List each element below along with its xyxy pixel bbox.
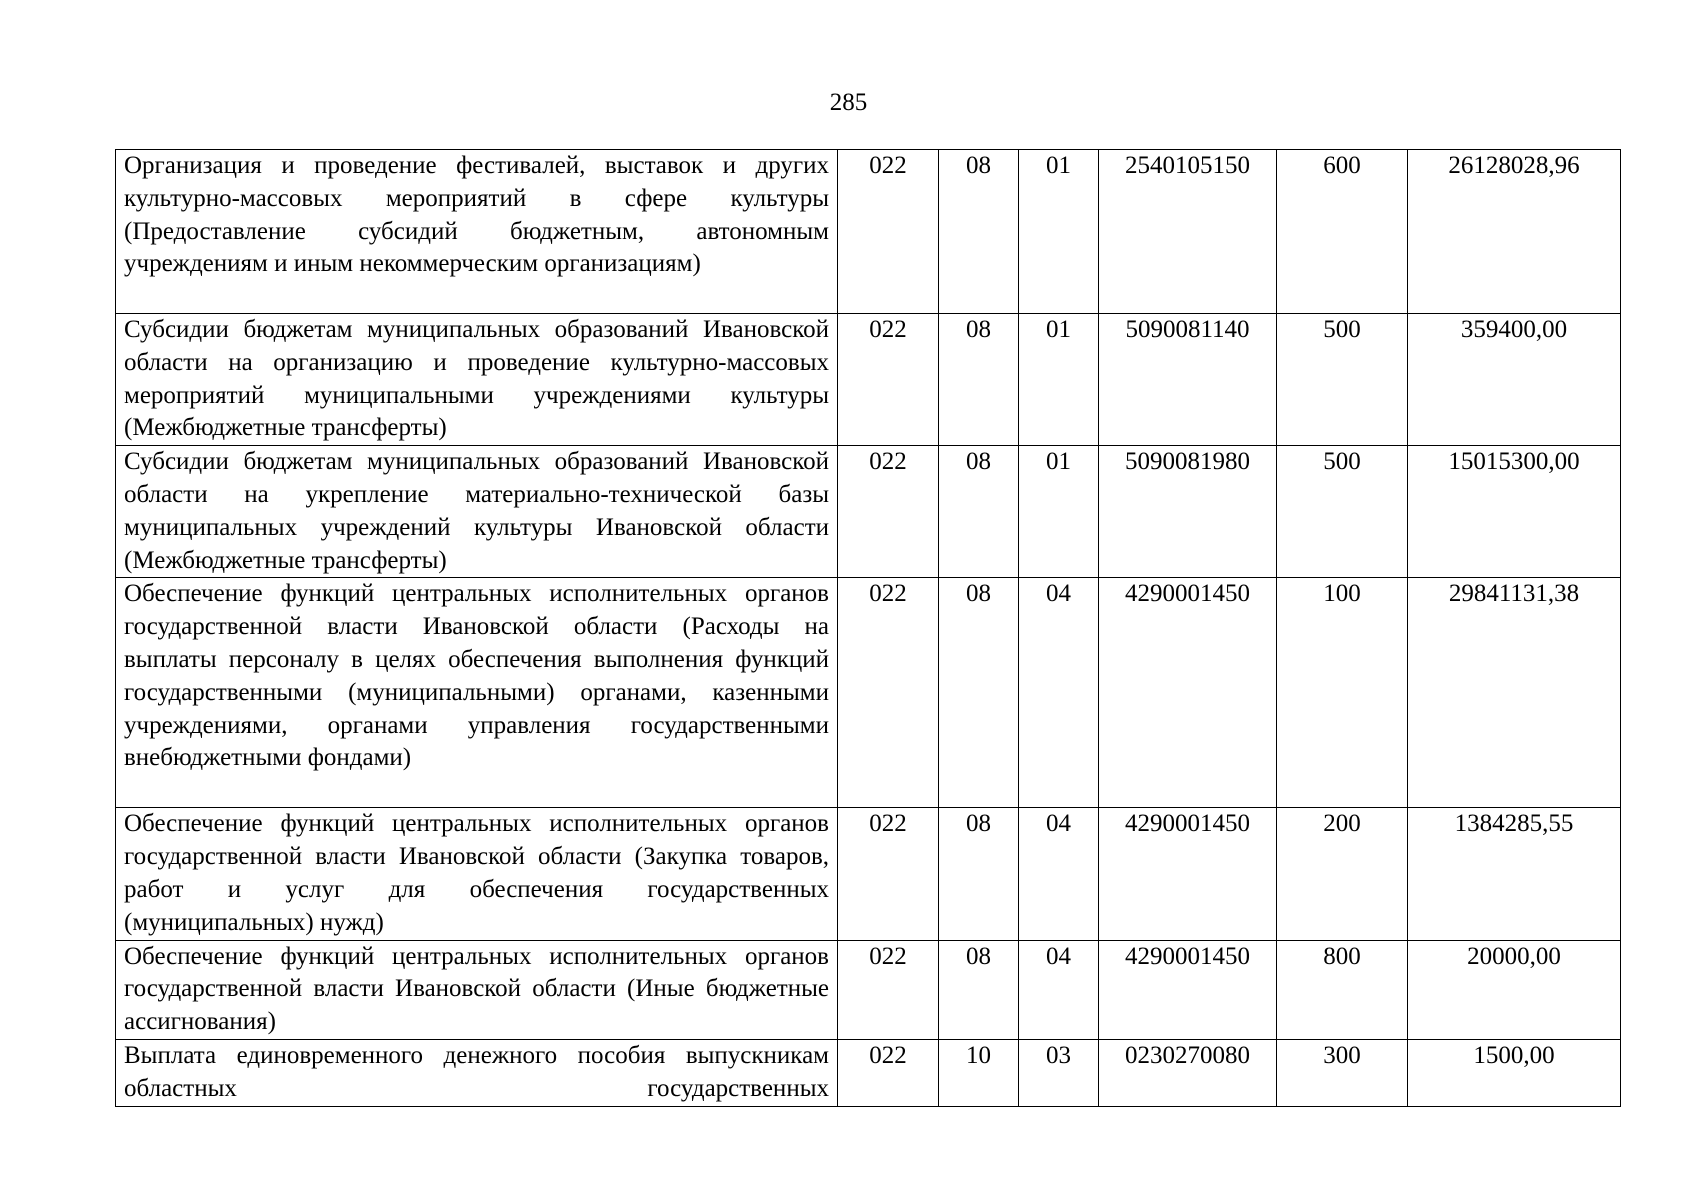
expense-type-code: 800 [1277,940,1408,1039]
subsection-code: 04 [1019,808,1099,940]
table-row [116,446,1621,578]
amount: 1500,00 [1408,1039,1621,1106]
ministry-code: 022 [838,940,939,1039]
row-description: Субсидии бюджетам муниципальных образований Ивановской области на укрепление материально-технической базы муниципальных учреждений культуры Ивановской области (Межбюджетные трансферты) [116,446,838,578]
section-code: 08 [939,446,1019,578]
section-code: 08 [939,314,1019,446]
target-article-code: 2540105150 [1099,150,1277,314]
subsection-code: 04 [1019,578,1099,808]
target-article-code: 4290001450 [1099,940,1277,1039]
target-article-code: 4290001450 [1099,808,1277,940]
row-description: Обеспечение функций центральных исполнительных органов государственной власти Ивановской области (Закупка товаров, работ и услуг для обеспечения государственных (муниципальных) нужд) [116,808,838,940]
expense-type-code: 500 [1277,446,1408,578]
page-number: 285 [829,89,868,116]
ministry-code: 022 [838,1039,939,1106]
target-article-code: 0230270080 [1099,1039,1277,1106]
amount: 26128028,96 [1408,150,1621,314]
row-description: Обеспечение функций центральных исполнительных органов государственной власти Ивановской области (Расходы на выплаты персоналу в целях обеспечения выполнения функций государственными (муниципальными) органами, казенными учреждениями, органами управления государственными внебюджетными фондами) [116,578,838,808]
section-code: 10 [939,1039,1019,1106]
row-description: Субсидии бюджетам муниципальных образований Ивановской области на организацию и проведение культурно-массовых мероприятий муниципальными учреждениями культуры (Межбюджетные трансферты) [116,314,838,446]
ministry-code: 022 [838,314,939,446]
section-code: 08 [939,150,1019,314]
subsection-code: 01 [1019,150,1099,314]
expense-type-code: 200 [1277,808,1408,940]
amount: 359400,00 [1408,314,1621,446]
expense-type-code: 100 [1277,578,1408,808]
table-row [116,808,1621,940]
amount: 20000,00 [1408,940,1621,1039]
expense-type-code: 600 [1277,150,1408,314]
table-row [116,940,1621,1039]
table-row [116,314,1621,446]
row-description: Организация и проведение фестивалей, выставок и других культурно-массовых мероприятий в сфере культуры (Предоставление субсидий бюджетным, автономным учреждениям и иным некоммерческим организациям) [116,150,838,314]
target-article-code: 5090081140 [1099,314,1277,446]
ministry-code: 022 [838,446,939,578]
table-row [116,1039,1621,1106]
amount: 1384285,55 [1408,808,1621,940]
target-article-code: 5090081980 [1099,446,1277,578]
section-code: 08 [939,940,1019,1039]
amount: 29841131,38 [1408,578,1621,808]
budget-table [115,149,1621,1107]
table-row [116,578,1621,808]
subsection-code: 03 [1019,1039,1099,1106]
subsection-code: 04 [1019,940,1099,1039]
subsection-code: 01 [1019,446,1099,578]
amount: 15015300,00 [1408,446,1621,578]
expense-type-code: 500 [1277,314,1408,446]
section-code: 08 [939,578,1019,808]
table-row [116,150,1621,314]
ministry-code: 022 [838,150,939,314]
expense-type-code: 300 [1277,1039,1408,1106]
ministry-code: 022 [838,808,939,940]
ministry-code: 022 [838,578,939,808]
section-code: 08 [939,808,1019,940]
row-description: Выплата единовременного денежного пособия выпускникам областных государственных [116,1039,838,1106]
target-article-code: 4290001450 [1099,578,1277,808]
subsection-code: 01 [1019,314,1099,446]
row-description: Обеспечение функций центральных исполнительных органов государственной власти Ивановской области (Иные бюджетные ассигнования) [116,940,838,1039]
